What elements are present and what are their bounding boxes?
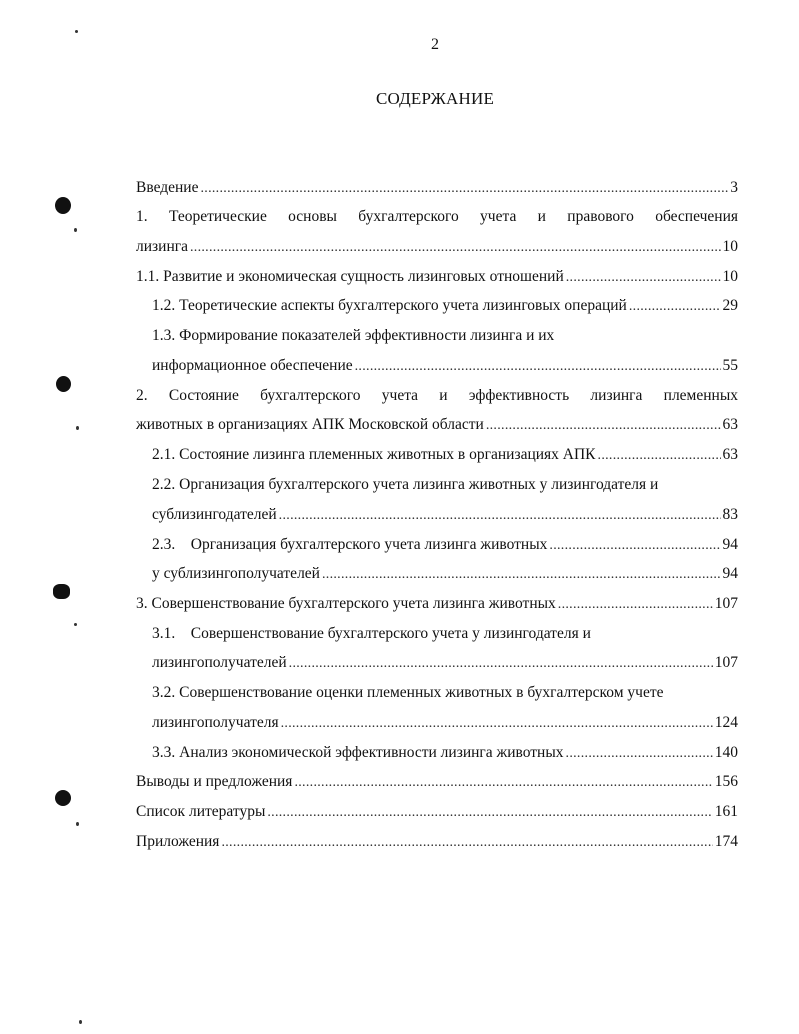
punch-hole-mark (55, 197, 71, 214)
toc-entry-3-1[interactable] (152, 623, 738, 645)
toc-entry-page: 107 (714, 654, 738, 671)
toc-entry-page: 107 (714, 595, 738, 612)
toc-entry-page: 94 (722, 565, 738, 582)
toc-entry-page: 124 (714, 714, 738, 731)
toc-entry-text: Список литературы (136, 803, 266, 820)
toc-entry-page: 156 (714, 773, 738, 790)
toc-entry-text: Введение (136, 179, 199, 196)
toc-leader-dots (294, 771, 712, 794)
toc-entry-text: 2.2. Организация бухгалтерского учета лизинга животных у лизингодателя и (152, 476, 659, 493)
toc-entry-page: 161 (714, 803, 738, 820)
toc-entry-page: 94 (722, 536, 738, 553)
scan-speck (76, 426, 79, 430)
toc-leader-dots (566, 266, 721, 289)
toc-entry-page: 63 (722, 416, 738, 433)
toc-entry-text: Выводы и предложения (136, 773, 293, 790)
toc-entry-page: 10 (722, 268, 738, 285)
toc-entry-page: 55 (722, 357, 738, 374)
page-title: СОДЕРЖАНИЕ (375, 89, 495, 108)
toc-entry-appendices[interactable] (136, 831, 738, 853)
toc-entry-1-2[interactable] (152, 295, 738, 317)
toc-entry-text: 2.1. Состояние лизинга племенных животных в организациях АПК (152, 446, 596, 463)
toc-leader-dots (221, 831, 712, 854)
toc-entry-1-1[interactable] (136, 266, 738, 288)
scan-speck (79, 1020, 82, 1024)
toc-entry-text: лизинга (136, 238, 188, 255)
toc-leader-dots (486, 414, 721, 437)
toc-entry-page: 174 (714, 833, 738, 850)
toc-leader-dots (267, 801, 712, 824)
toc-entry-2-2[interactable] (152, 474, 738, 496)
toc-entry-text: 3. Совершенствование бухгалтерского учета лизинга животных (136, 595, 556, 612)
toc-entry-text: у сублизингополучателей (152, 565, 320, 582)
scan-speck (74, 623, 77, 626)
toc-entry-chapter-3[interactable] (136, 593, 738, 615)
toc-leader-dots (566, 742, 713, 765)
punch-hole-mark (55, 790, 71, 806)
toc-leader-dots (322, 563, 721, 586)
punch-hole-mark (53, 584, 70, 599)
toc-entry-1-3-cont[interactable] (152, 355, 738, 377)
toc-entry-text: лизингополучателя (152, 714, 279, 731)
toc-entry-text: 1. Теоретические основы бухгалтерского учета и правового обеспечения (136, 208, 738, 225)
toc-leader-dots (190, 236, 721, 259)
toc-entry-2-3[interactable] (152, 534, 738, 556)
toc-entry-text: 1.2. Теоретические аспекты бухгалтерского учета лизинговых операций (152, 297, 627, 314)
toc-entry-text: сублизингодателей (152, 506, 277, 523)
toc-entry-page: 140 (714, 744, 738, 761)
toc-entry-chapter-1[interactable] (136, 206, 738, 228)
punch-hole-mark (56, 376, 71, 392)
toc-leader-dots (355, 355, 721, 378)
toc-leader-dots (558, 593, 713, 616)
toc-entry-introduction[interactable] (136, 177, 738, 199)
toc-entry-chapter-2-cont[interactable] (136, 414, 738, 436)
toc-leader-dots (289, 652, 713, 675)
toc-entry-text: 1.1. Развитие и экономическая сущность лизинговых отношений (136, 268, 564, 285)
toc-entry-2-1[interactable] (152, 444, 738, 466)
scan-speck (75, 30, 78, 33)
toc-entry-text: лизингополучателей (152, 654, 287, 671)
toc-leader-dots (200, 177, 728, 200)
toc-entry-3-3[interactable] (152, 742, 738, 764)
toc-entry-3-2-cont[interactable] (152, 712, 738, 734)
scan-speck (76, 822, 79, 826)
toc-entry-2-3-cont[interactable] (152, 563, 738, 585)
page-number: 2 (431, 36, 439, 53)
toc-entry-page: 29 (722, 297, 738, 314)
toc-entry-text: 1.3. Формирование показателей эффективности лизинга и их (152, 327, 555, 344)
toc-entry-page: 83 (722, 506, 738, 523)
toc-entry-page: 10 (722, 238, 738, 255)
toc-entry-references[interactable] (136, 801, 738, 823)
toc-entry-2-2-cont[interactable] (152, 504, 738, 526)
toc-leader-dots (281, 712, 713, 735)
toc-entry-text: животных в организациях АПК Московской области (136, 416, 484, 433)
toc-entry-3-2[interactable] (152, 682, 738, 704)
toc-entry-3-1-cont[interactable] (152, 652, 738, 674)
toc-entry-text: 3.1. Совершенствование бухгалтерского учета у лизингодателя и (152, 625, 591, 642)
scan-speck (74, 228, 77, 232)
toc-entry-page: 63 (722, 446, 738, 463)
toc-leader-dots (279, 504, 721, 527)
toc-entry-text: Приложения (136, 833, 220, 850)
toc-entry-text: 3.3. Анализ экономической эффективности лизинга животных (152, 744, 564, 761)
toc-entry-chapter-1-cont[interactable] (136, 236, 738, 258)
toc-entry-1-3[interactable] (152, 325, 738, 347)
toc-entry-text: 2. Состояние бухгалтерского учета и эффективность лизинга племенных (136, 387, 738, 404)
toc-entry-text: информационное обеспечение (152, 357, 353, 374)
toc-leader-dots (629, 295, 721, 318)
toc-leader-dots (549, 534, 720, 557)
toc-entry-conclusions[interactable] (136, 771, 738, 793)
toc-entry-text: 2.3. Организация бухгалтерского учета лизинга животных (152, 536, 548, 553)
toc-entry-text: 3.2. Совершенствование оценки племенных животных в бухгалтерском учете (152, 684, 664, 701)
toc-entry-page: 3 (730, 179, 738, 196)
toc-entry-chapter-2[interactable] (136, 385, 738, 407)
toc-leader-dots (598, 444, 721, 467)
